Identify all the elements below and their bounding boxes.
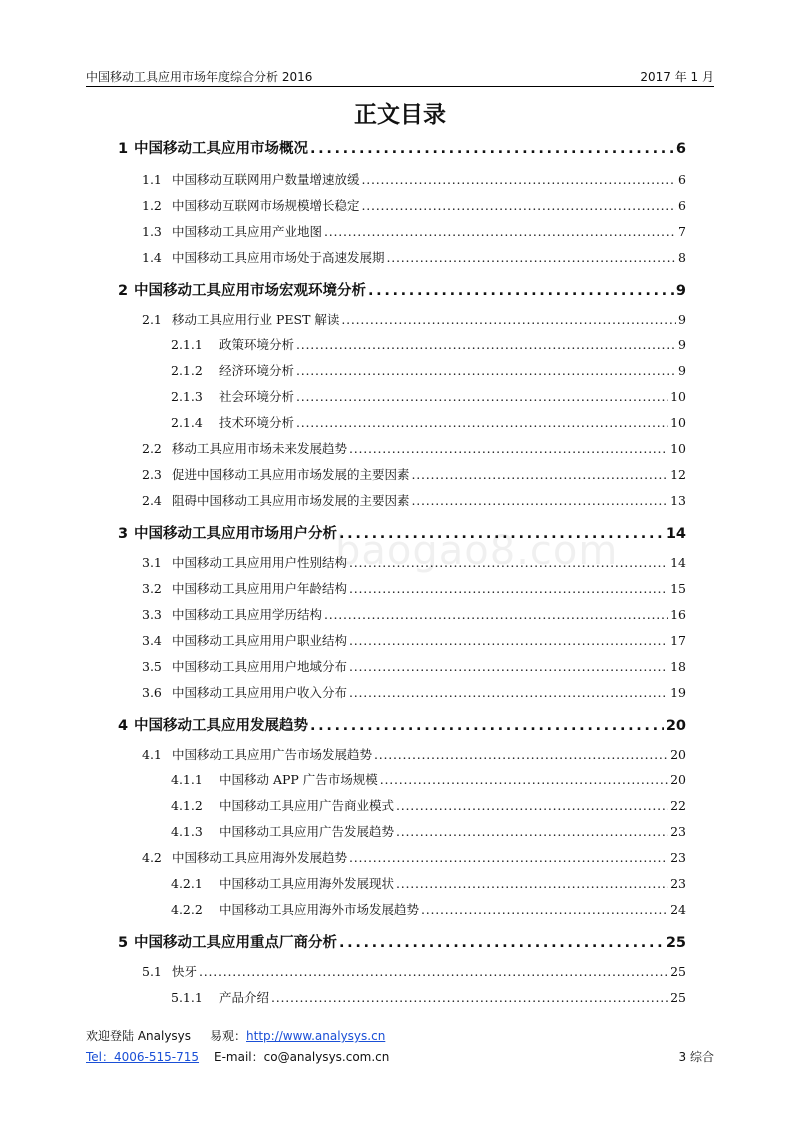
toc-entry-page: 10	[670, 389, 686, 404]
toc-entry-title: 中国移动工具应用市场处于高速发展期	[172, 250, 385, 265]
toc-leader-dots	[362, 172, 677, 187]
toc-entry-title: 阻碍中国移动工具应用市场发展的主要因素	[172, 493, 410, 508]
toc-entry[interactable]	[118, 988, 686, 1006]
toc-entry-title: 中国移动工具应用广告发展趋势	[219, 824, 395, 839]
toc-entry[interactable]	[118, 796, 686, 814]
toc-entry-number: 4.1	[142, 747, 162, 762]
toc-entry-number: 4.1.3	[171, 824, 203, 839]
toc-entry-page: 18	[670, 659, 686, 674]
toc-entry-title: 社会环境分析	[219, 389, 295, 404]
footer-tel[interactable]: Tel：4006-515-715	[86, 1050, 200, 1064]
toc-leader-dots	[421, 902, 668, 917]
header-report-title: 中国移动工具应用市场年度综合分析 2016	[86, 70, 313, 84]
toc-entry-number: 4.2	[142, 850, 162, 865]
toc-entry[interactable]	[118, 874, 686, 892]
toc-entry-page: 23	[670, 850, 686, 865]
toc-entry-page: 9	[675, 283, 686, 299]
toc-entry-title: 中国移动互联网用户数量增速放缓	[172, 172, 360, 187]
toc-entry[interactable]	[118, 170, 686, 188]
toc-leader-dots	[374, 747, 668, 762]
toc-leader-dots	[296, 415, 668, 430]
toc-leader-dots	[339, 526, 664, 542]
toc-entry[interactable]	[118, 605, 686, 623]
toc-entry[interactable]	[118, 335, 686, 353]
footer-site	[210, 1027, 385, 1044]
toc-entry-page: 17	[670, 633, 686, 648]
toc-entry-title: 中国移动工具应用市场宏观环境分析	[134, 283, 366, 299]
header-rule	[86, 86, 714, 87]
toc-entry[interactable]	[118, 222, 686, 240]
toc-leader-dots	[339, 935, 664, 951]
toc-entry-page: 20	[670, 747, 686, 762]
toc-leader-dots	[310, 141, 674, 157]
toc-leader-dots	[396, 876, 668, 891]
toc-entry-page: 9	[678, 312, 686, 327]
toc-entry-number: 2.1	[142, 312, 162, 327]
toc-entry-page: 23	[670, 824, 686, 839]
toc-leader-dots	[412, 493, 669, 508]
toc-entry-number: 4.1.1	[171, 772, 203, 787]
toc-leader-dots	[349, 441, 668, 456]
page-header	[86, 66, 714, 86]
toc-entry-title: 中国移动工具应用海外发展趋势	[172, 850, 348, 865]
toc-entry[interactable]	[118, 387, 686, 405]
toc-entry[interactable]	[118, 137, 686, 158]
toc-entry[interactable]	[118, 631, 686, 649]
header-date: 2017 年 1 月	[640, 70, 714, 84]
toc-entry-number: 2.1.3	[171, 389, 203, 404]
toc-entry[interactable]	[118, 962, 686, 980]
toc-leader-dots	[349, 659, 668, 674]
toc-entry-number: 3.4	[142, 633, 162, 648]
toc-entry-page: 7	[678, 224, 686, 239]
toc-entry-number: 5	[118, 935, 129, 951]
toc-entry-title: 中国移动工具应用用户收入分布	[172, 685, 348, 700]
toc-entry[interactable]	[118, 522, 686, 543]
toc-entry-title: 移动工具应用市场未来发展趋势	[172, 441, 348, 456]
toc-entry-number: 2	[118, 283, 129, 299]
toc-entry-number: 3.5	[142, 659, 162, 674]
toc-entry-page: 14	[665, 526, 686, 542]
toc-entry[interactable]	[118, 714, 686, 735]
toc-entry-title: 中国移动工具应用用户职业结构	[172, 633, 348, 648]
toc-entry-number: 2.2	[142, 441, 162, 456]
toc-entry-title: 中国移动工具应用广告商业模式	[219, 798, 395, 813]
toc-entry-title: 中国移动工具应用产业地图	[172, 224, 323, 239]
toc-entry[interactable]	[118, 848, 686, 866]
toc-leader-dots	[271, 990, 668, 1005]
toc-leader-dots	[341, 312, 676, 327]
toc-entry[interactable]	[118, 657, 686, 675]
toc-entry[interactable]	[118, 683, 686, 701]
toc-entry[interactable]	[118, 822, 686, 840]
footer-site-label: 易观：	[210, 1029, 247, 1043]
toc-entry-title: 经济环境分析	[219, 363, 295, 378]
toc-entry-title: 中国移动工具应用市场概况	[134, 141, 308, 157]
toc-entry[interactable]	[118, 279, 686, 300]
toc-entry-page: 15	[670, 581, 686, 596]
toc-entry-page: 16	[670, 607, 686, 622]
toc-leader-dots	[349, 633, 668, 648]
toc-leader-dots	[349, 581, 668, 596]
toc-entry-page: 13	[670, 493, 686, 508]
toc-entry-title: 技术环境分析	[219, 415, 295, 430]
toc-leader-dots	[296, 363, 676, 378]
toc-entry-page: 19	[670, 685, 686, 700]
toc-entry-page: 25	[670, 990, 686, 1005]
toc-leader-dots	[396, 824, 668, 839]
toc-entry-title: 政策环境分析	[219, 337, 295, 352]
toc-entry-title: 中国移动工具应用海外发展现状	[219, 876, 395, 891]
toc-leader-dots	[387, 250, 677, 265]
toc-leader-dots	[380, 772, 668, 787]
toc-entry-number: 1	[118, 141, 129, 157]
toc-entry-page: 20	[665, 718, 686, 734]
toc-entry-number: 3.2	[142, 581, 162, 596]
toc-leader-dots	[310, 718, 664, 734]
toc-leader-dots	[349, 685, 668, 700]
toc-entry-number: 3	[118, 526, 129, 542]
toc-entry-page: 20	[670, 772, 686, 787]
toc-entry-page: 9	[678, 363, 686, 378]
toc-entry-title: 中国移动工具应用学历结构	[172, 607, 323, 622]
toc-entry-title: 中国移动工具应用重点厂商分析	[134, 935, 337, 951]
toc-leader-dots	[368, 283, 674, 299]
watermark: baogao8.com	[335, 528, 619, 574]
toc-entry-number: 2.4	[142, 493, 162, 508]
footer-email: E-mail：co@analysys.com.cn	[214, 1050, 390, 1064]
toc-entry-number: 2.1.2	[171, 363, 203, 378]
toc-entry-title: 中国移动工具应用海外市场发展趋势	[219, 902, 420, 917]
toc-leader-dots	[362, 198, 677, 213]
toc-entry-number: 3.3	[142, 607, 162, 622]
toc-entry-number: 5.1.1	[171, 990, 203, 1005]
toc-entry-page: 6	[678, 172, 686, 187]
toc-entry[interactable]	[118, 900, 686, 918]
toc-entry-page: 10	[670, 415, 686, 430]
toc-entry-number: 1.4	[142, 250, 162, 265]
toc-entry-page: 14	[670, 555, 686, 570]
toc-entry-number: 1.3	[142, 224, 162, 239]
toc-entry[interactable]	[118, 361, 686, 379]
toc-entry-number: 1.1	[142, 172, 162, 187]
toc-entry[interactable]	[118, 465, 686, 483]
toc-leader-dots	[349, 850, 668, 865]
toc-entry-number: 4.2.2	[171, 902, 203, 917]
toc-entry-number: 4	[118, 718, 129, 734]
toc-entry-title: 中国移动工具应用用户年龄结构	[172, 581, 348, 596]
toc-entry-title: 中国移动工具应用市场用户分析	[134, 526, 337, 542]
toc-entry-page: 22	[670, 798, 686, 813]
toc-entry-number: 3.6	[142, 685, 162, 700]
footer-welcome: 欢迎登陆 Analysys	[86, 1029, 192, 1043]
toc-entry[interactable]	[118, 553, 686, 571]
toc-entry-page: 10	[670, 441, 686, 456]
toc-leader-dots	[412, 467, 669, 482]
toc-entry[interactable]	[118, 248, 686, 266]
toc-leader-dots	[349, 555, 668, 570]
page-title: 正文目录	[354, 102, 446, 128]
toc-entry-title: 中国移动 APP 广告市场规模	[219, 772, 378, 787]
toc-entry-page: 24	[670, 902, 686, 917]
toc-entry-page: 8	[678, 250, 686, 265]
toc-entry[interactable]	[118, 931, 686, 952]
toc-entry-page: 6	[675, 141, 686, 157]
toc-entry-title: 产品介绍	[219, 990, 270, 1005]
toc-entry[interactable]	[118, 196, 686, 214]
toc-entry[interactable]	[118, 413, 686, 431]
toc-entry-title: 移动工具应用行业 PEST 解读	[172, 312, 340, 327]
toc-entry-title: 中国移动工具应用用户性别结构	[172, 555, 348, 570]
toc-leader-dots	[324, 224, 676, 239]
toc-entry[interactable]	[118, 310, 686, 328]
toc-leader-dots	[396, 798, 668, 813]
toc-entry[interactable]	[118, 491, 686, 509]
toc-leader-dots	[296, 389, 668, 404]
toc-entry-page: 12	[670, 467, 686, 482]
footer-site-link[interactable]: http://www.analysys.cn	[246, 1029, 386, 1043]
toc-entry-title: 中国移动互联网市场规模增长稳定	[172, 198, 360, 213]
toc-entry[interactable]	[118, 770, 686, 788]
toc-entry-page: 6	[678, 198, 686, 213]
toc-entry-page: 9	[678, 337, 686, 352]
toc-entry-page: 25	[670, 964, 686, 979]
toc-entry-title: 中国移动工具应用广告市场发展趋势	[172, 747, 373, 762]
toc-entry-title: 中国移动工具应用发展趋势	[134, 718, 308, 734]
toc-entry-title: 促进中国移动工具应用市场发展的主要因素	[172, 467, 410, 482]
footer-page-number: 3 综合	[678, 1050, 714, 1064]
toc-leader-dots	[199, 964, 668, 979]
toc-leader-dots	[296, 337, 676, 352]
toc-entry-title: 中国移动工具应用用户地域分布	[172, 659, 348, 674]
toc-entry-number: 5.1	[142, 964, 162, 979]
toc-entry-number: 2.1.4	[171, 415, 203, 430]
toc-entry-title: 快牙	[172, 964, 198, 979]
toc-entry-number: 2.3	[142, 467, 162, 482]
toc-entry-page: 25	[665, 935, 686, 951]
toc-entry[interactable]	[118, 745, 686, 763]
toc-entry-number: 4.2.1	[171, 876, 203, 891]
toc-entry[interactable]	[118, 439, 686, 457]
toc-entry[interactable]	[118, 579, 686, 597]
toc-entry-number: 4.1.2	[171, 798, 203, 813]
toc-leader-dots	[324, 607, 668, 622]
toc-entry-number: 2.1.1	[171, 337, 203, 352]
toc-entry-page: 23	[670, 876, 686, 891]
toc-entry-number: 3.1	[142, 555, 162, 570]
toc-entry-number: 1.2	[142, 198, 162, 213]
